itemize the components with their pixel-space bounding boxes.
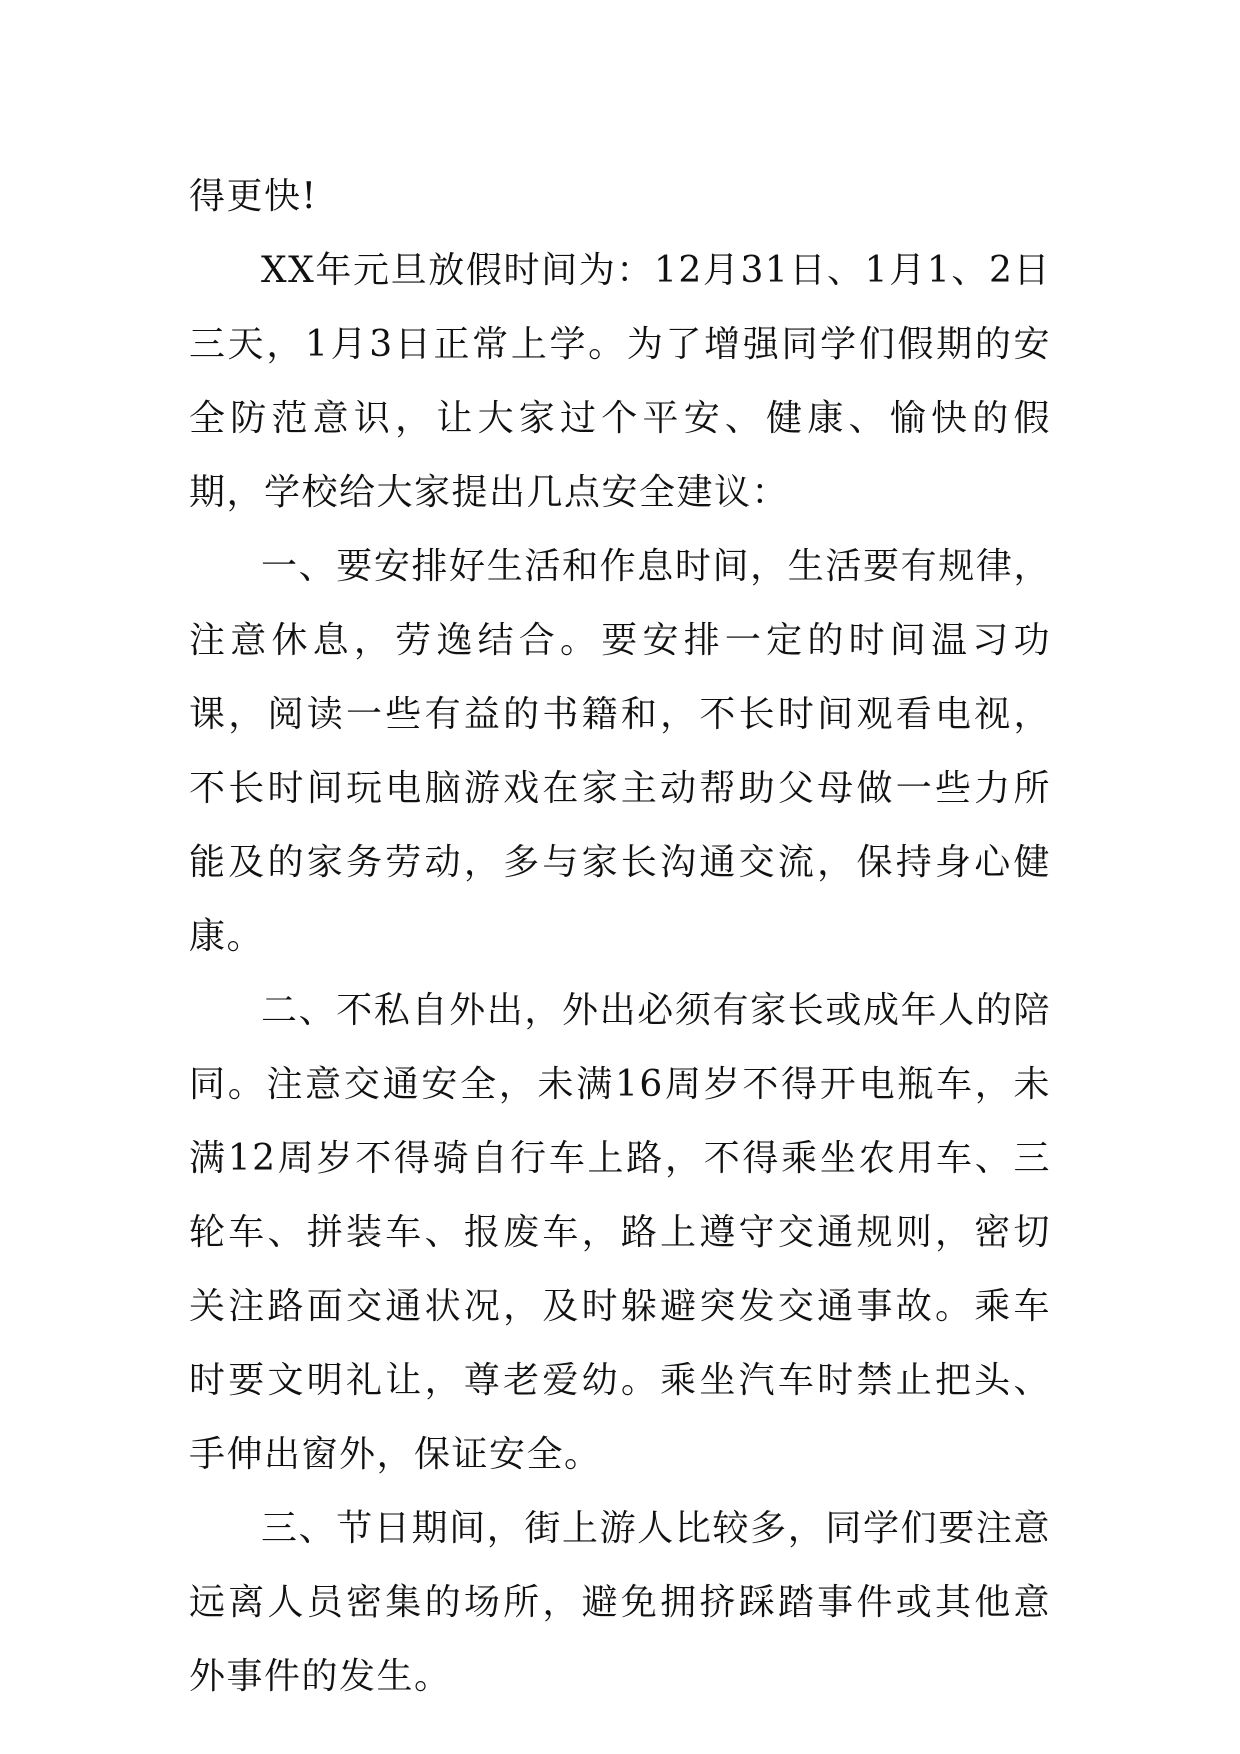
paragraph-suggestion-1: 一、要安排好生活和作息时间，生活要有规律，注意休息，劳逸结合。要安排一定的时间温习功课，阅读一些有益的书籍和，不长时间观看电视，不长时间玩电脑游戏在家主动帮助父母做一些力所能及的家务劳动，多与家长沟通交流，保持身心健康。: [189, 546, 1051, 957]
paragraph-continuation: 得更快!: [189, 176, 318, 217]
paragraph-suggestion-2: 二、不私自外出，外出必须有家长或成年人的陪同。注意交通安全，未满16周岁不得开电瓶车，未满12周岁不得骑自行车上路，不得乘坐农用车、三轮车、拼装车、报废车，路上遵守交通规则，密切关注路面交通状况，及时躲避突发交通事故。乘车时要文明礼让，尊老爱幼。乘坐汽车时禁止把头、手伸出窗外，保证安全。: [189, 990, 1051, 1475]
document-body: [189, 160, 1051, 1714]
paragraph-suggestion-3: 三、节日期间，街上游人比较多，同学们要注意远离人员密集的场所，避免拥挤踩踏事件或其他意外事件的发生。: [189, 1508, 1051, 1697]
paragraph-holiday-schedule: XX年元旦放假时间为：12月31日、1月1、2日三天，1月3日正常上学。为了增强同学们假期的安全防范意识，让大家过个平安、健康、愉快的假期，学校给大家提出几点安全建议：: [189, 250, 1051, 513]
